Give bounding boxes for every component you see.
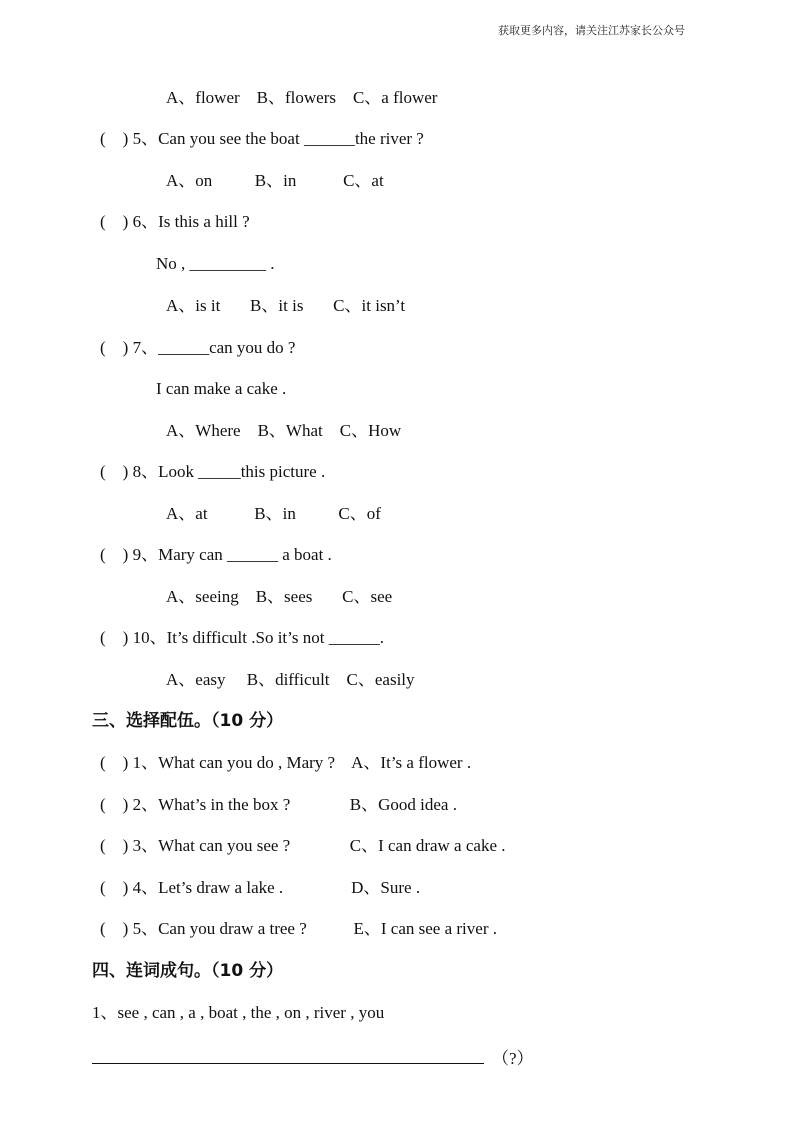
- q9-question: ( ) 9、Mary can ______ a boat .: [100, 545, 332, 564]
- match-item-4: ( ) 4、Let’s draw a lake . D、Sure .: [100, 878, 421, 897]
- section-four-title: 四、连词成句。（10 分）: [92, 961, 284, 981]
- match-item-5: ( ) 5、Can you draw a tree ? E、I can see a river .: [100, 919, 497, 938]
- q6-options: A、is it B、it is C、it isn’t: [166, 296, 406, 315]
- q4-options: A、flower B、flowers C、a flower: [166, 88, 438, 107]
- match-item-2: ( ) 2、What’s in the box ? B、Good idea .: [100, 795, 457, 814]
- q7-question: ( ) 7、______can you do ?: [100, 338, 296, 357]
- question-mark-hint: （?）: [492, 1049, 534, 1068]
- q5-question: ( ) 5、Can you see the boat ______the river ?: [100, 129, 424, 148]
- q7-answer-line: I can make a cake .: [156, 379, 287, 398]
- q10-question: ( ) 10、It’s difficult .So it’s not ______.: [100, 628, 384, 647]
- q6-question: ( ) 6、Is this a hill ?: [100, 212, 250, 231]
- q5-options: A、on B、in C、at: [166, 171, 384, 190]
- q10-options: A、easy B、difficult C、easily: [166, 670, 415, 689]
- q7-options: A、Where B、What C、How: [166, 421, 402, 440]
- q8-question: ( ) 8、Look _____this picture .: [100, 462, 326, 481]
- match-item-3: ( ) 3、What can you see ? C、I can draw a cake .: [100, 836, 506, 855]
- q8-options: A、at B、in C、of: [166, 504, 381, 523]
- q6-answer-line: No , _________ .: [156, 254, 275, 273]
- sentence-item-1: 1、see , can , a , boat , the , on , river , you: [92, 1003, 385, 1022]
- match-item-1: ( ) 1、What can you do , Mary ? A、It’s a flower .: [100, 753, 472, 772]
- section-three-title: 三、选择配伍。（10 分）: [92, 711, 284, 731]
- answer-blank-line: [92, 1063, 484, 1064]
- q9-options: A、seeing B、sees C、see: [166, 587, 393, 606]
- header-note: 获取更多内容，请关注江苏家长公众号: [498, 24, 685, 37]
